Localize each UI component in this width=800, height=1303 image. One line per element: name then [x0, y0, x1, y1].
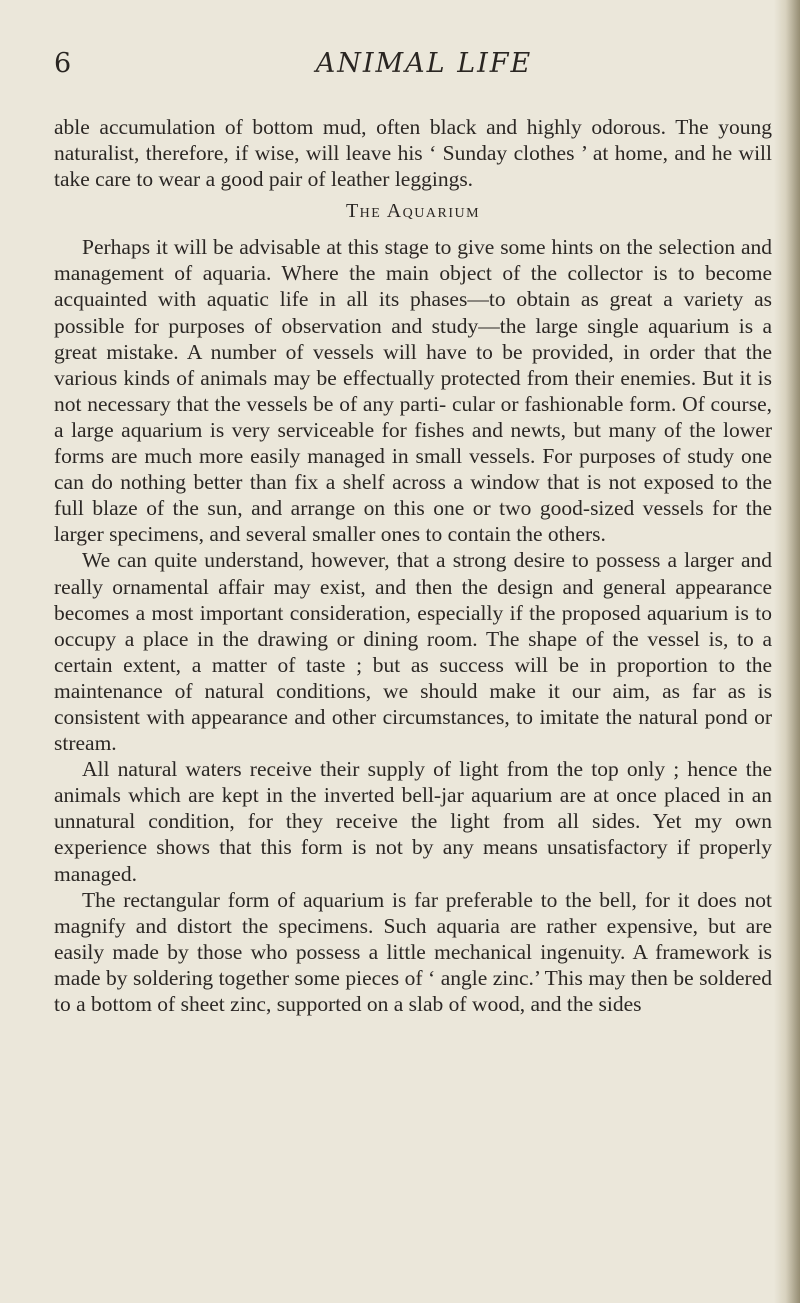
- page-edge-shadow: [774, 0, 800, 1303]
- running-head: [54, 48, 754, 88]
- page-number: 6: [54, 48, 72, 79]
- section-heading: The Aquarium: [345, 200, 481, 223]
- paragraph: Perhaps it will be advisable at this stage to give some hints on the selection and management of aquaria. Where the main object of the collector is to become acquainted with aquatic life in all its phases—to obtain as great a variety as possible for purposes of observation and study—the large single aquarium is a great mistake. A number of vessels will have to be provided, in order that the various kinds of animals may be effectually protected from their enemies. But it is not necessary that the vessels be of any parti- cular or fashionable form. Of course, a large aquarium is very serviceable for fishes and newts, but many of the lower forms are much more easily managed in small vessels. For purposes of study one can do nothing better than fix a shelf across a window that is not exposed to the full blaze of the sun, and arrange on this one or two good-sized vessels for the larger specimens, and several smaller ones to contain the others.: [54, 235, 772, 547]
- paragraph: We can quite understand, however, that a strong desire to possess a larger and really ornamental affair may exist, and then the design and general appearance becomes a most important consideration, especially if the proposed aquarium is to occupy a place in the drawing or dining room. The shape of the vessel is, to a certain extent, a matter of taste ; but as success will be in proportion to the maintenance of natural conditions, we should make it our aim, as far as is consistent with appearance and other circumstances, to imitate the natural pond or stream.: [54, 548, 772, 756]
- body-text: [54, 114, 772, 1017]
- paragraph: All natural waters receive their supply of light from the top only ; hence the animals which are kept in the inverted bell-jar aquarium are at once placed in an unnatural condition, for they receive the light from all sides. Yet my own experience shows that this form is not by any means unsatisfactory if properly managed.: [54, 757, 772, 886]
- paragraph-continued: able accumulation of bottom mud, often black and highly odorous. The young naturalist, therefore, if wise, will leave his ‘ Sunday clothes ’ at home, and he will take care to wear a good pair of leather leggings.: [54, 115, 772, 192]
- running-title: ANIMAL LIFE: [315, 48, 533, 79]
- paragraph: The rectangular form of aquarium is far preferable to the bell, for it does not magnify and distort the specimens. Such aquaria are rather expensive, but are easily made by those who possess a little mechanical ingenuity. A framework is made by soldering together some pieces of ‘ angle zinc.’ This may then be soldered to a bottom of sheet zinc, supported on a slab of wood, and the sides: [54, 887, 772, 1016]
